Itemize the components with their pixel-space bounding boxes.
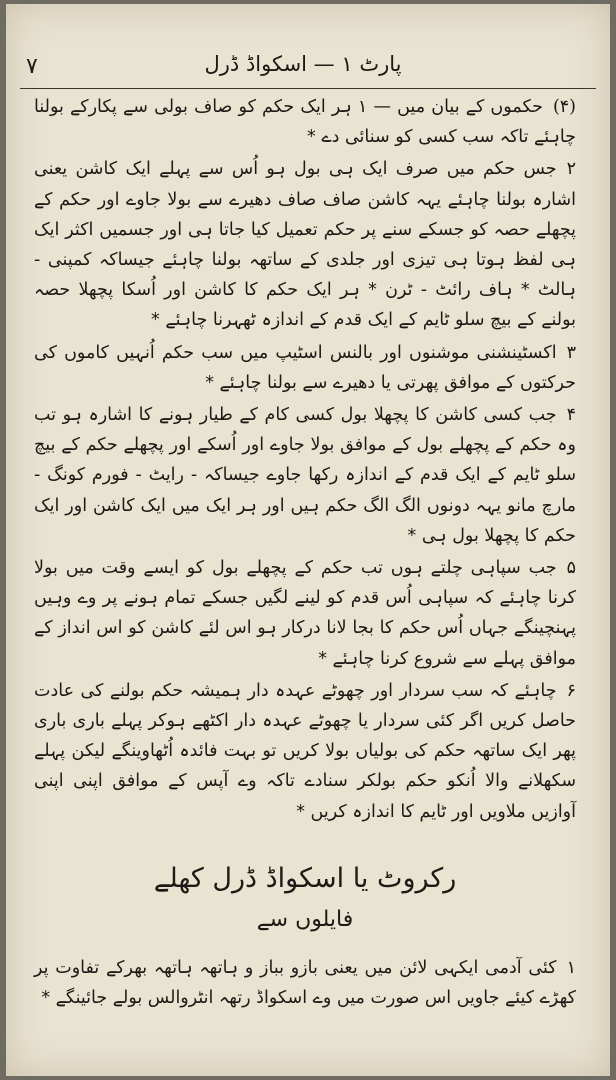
page-number: ۷ <box>26 54 38 79</box>
paragraph-number: ۶ <box>566 680 576 701</box>
paragraph-1 <box>34 92 576 152</box>
book-page <box>6 4 610 1076</box>
section-recruit-drill <box>34 953 576 1013</box>
header-rule <box>20 88 596 89</box>
paragraph-5 <box>34 553 576 674</box>
paragraph-text: جب کسی کاشن کا پچھلا بول کسی کام کے طیار ہونے کا اشارہ ہو تب وہ حکم کے پچھلے بول کے موافق بولا جاوے اور اُسکے اور پچھلے حکم کے بیچ سلو ٹایم کے ایک قدم کے اندازہ رکھا جاوے جیساکہ - رایٹ - فورم کونگ - مارچ مانو یہہ دونوں الگ الگ حکم ہیں اور ہر ایک میں ایک کاشن اور ایک حکم کا پچھلا بول ہی * <box>34 405 576 546</box>
page-header <box>26 48 580 88</box>
paragraph-text: جب سپاہی چلتے ہوں تب حکم کے پچھلے بول کو ایسے وقت میں بولا کرنا چاہئے کہ سپاہی اُس قدم کو لینے لگیں جسکے تمام ہونے پر وے وہیں پہنچینگے جہاں اُس حکم کا بجا لانا درکار ہو اس لئے کاشن کو اس انداز کے موافق پہلے سے شروع کرنا چاہئے * <box>34 558 576 669</box>
paragraph-number: (۴) <box>552 97 576 117</box>
paragraph-7 <box>34 953 576 1013</box>
paragraph-text: اکسٹینشنی موشنوں اور بالنس اسٹیپ میں سب حکم اُنہیں کاموں کی حرکتوں کے موافق پھرتی یا دھیرے سے بولنا چاہئے * <box>34 342 576 393</box>
section-commands <box>34 92 576 827</box>
running-title: پارٹ ۱ — اسکواڈ ڈرل <box>204 52 402 76</box>
paragraph-number: ۲ <box>566 159 576 180</box>
paragraph-text: جس حکم میں صرف ایک ہی بول ہو اُس سے پہلے ایک کاشن یعنی اشارہ بولنا چاہئے یہہ کاشن صاف صاف دھیرے سے بولا جاوے اور حکم کے پچھلے حصہ کو جسکے سنے پر حکم تعمیل کیا جاتا ہی اور جسمیں اکثر ایک ہی لفظ ہوتا ہی تیزی اور جلدی کے ساتھہ بولنا چاہئے جیساکہ کمپنی - ہالٹ * ہاف رائٹ - ٹرن * ہر ایک حکم کا کاشن اور اُسکا پچھلا حصہ بولنے کے بیچ سلو ٹایم کے ایک قدم کے اندازہ ٹھہرنا چاہئے * <box>34 159 576 331</box>
paragraph-text: حکموں کے بیان میں — ۱ ہر ایک حکم کو صاف بولی سے پکارکے بولنا چاہئے تاکہ سب کسی کو سنائی دے * <box>34 97 576 148</box>
paragraph-number: ۵ <box>566 558 576 579</box>
paragraph-4 <box>34 400 576 551</box>
paragraph-number: ۳ <box>566 342 576 363</box>
paragraph-number: ۴ <box>566 405 576 426</box>
paragraph-3 <box>34 338 576 398</box>
section-heading: رکروٹ یا اسکواڈ ڈرل کھلے <box>153 862 457 894</box>
paragraph-2 <box>34 154 576 335</box>
page-body <box>34 92 576 1015</box>
paragraph-text: کئی آدمی ایکہی لائن میں یعنی بازو بباز و ہاتھہ ہاتھہ بھرکے تفاوت پر کھڑے کیئے جاویں اس صورت میں وے اسکواڈ رتھہ انٹروالس بولے جائینگے * <box>34 957 576 1009</box>
paragraph-text: چاہئے کہ سب سردار اور چھوٹے عہدہ دار ہمیشہ حکم بولنے کی عادت حاصل کریں اگر کئی سردار یا چھوٹے عہدہ دار اکٹھے ہوکر پہلے باری باری پھر ایک ساتھہ حکم کی بولیاں بولا کریں تو بہت فائدہ اُٹھاوینگے لیکن پہلے سکھلانے والا اُنکو حکم بولکر سنادے تاکہ وے آپس کے موافق اپنی اپنی آوازیں ملاویں اور ٹایم کا اندازہ کریں * <box>34 680 576 822</box>
paragraph-6 <box>34 676 576 827</box>
paragraph-number: ۱ <box>566 957 576 978</box>
section-subheading: فایلوں سے <box>256 906 354 932</box>
